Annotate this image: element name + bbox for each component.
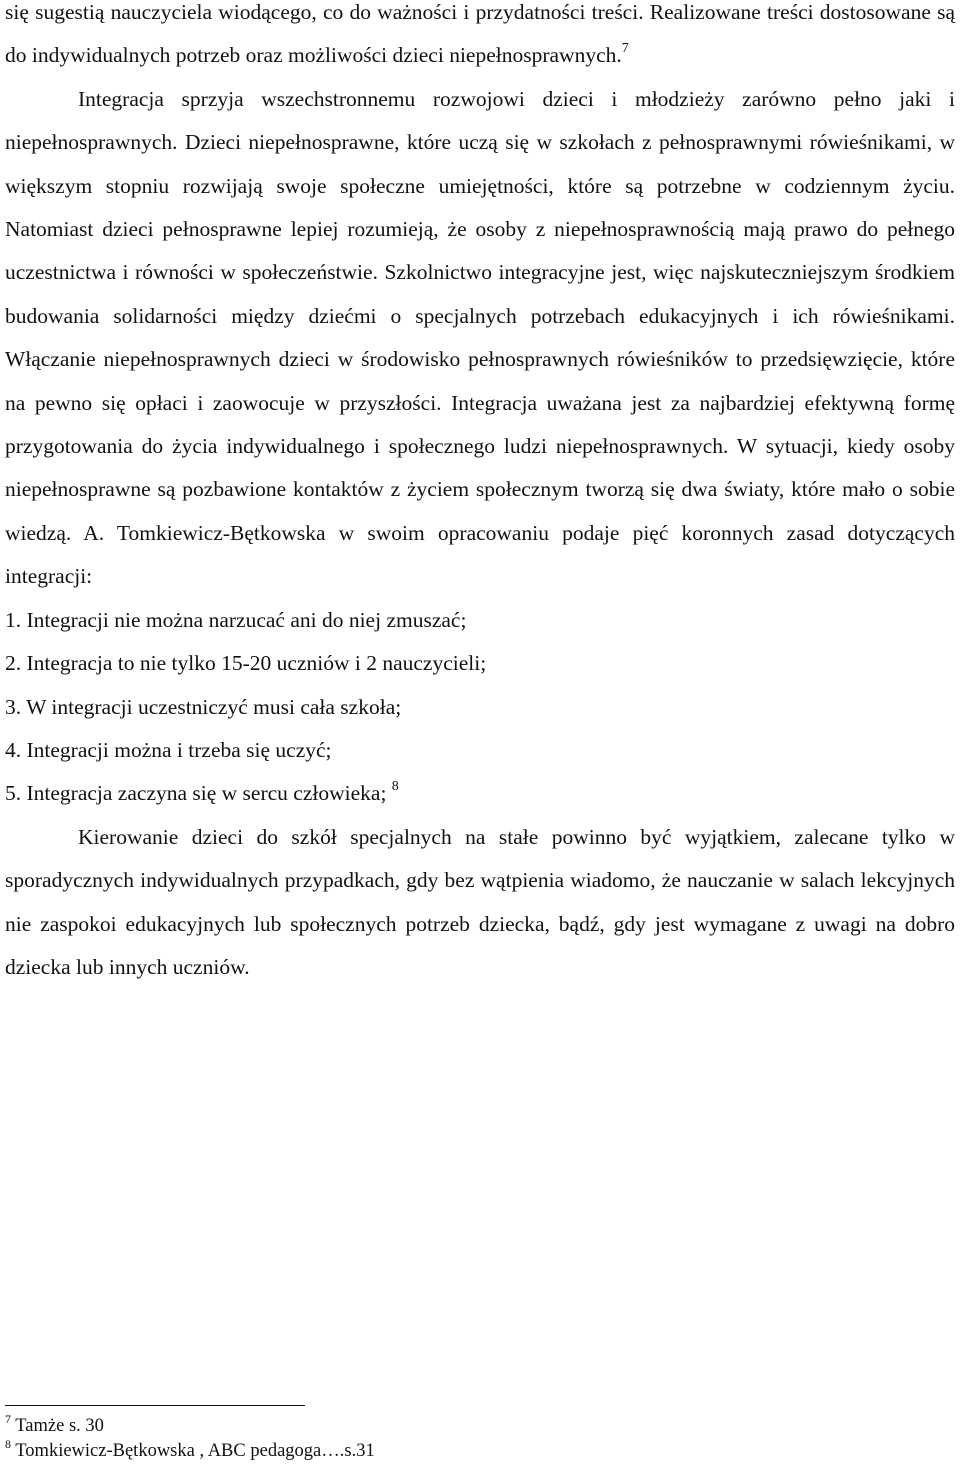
list-item: 1. Integracji nie można narzucać ani do niej zmuszać; — [5, 607, 467, 632]
list-item: 4. Integracji można i trzeba się uczyć; — [5, 737, 332, 762]
footnote-number: 8 — [5, 1436, 11, 1451]
list-item: 3. W integracji uczestniczyć musi cała szkoła; — [5, 694, 402, 719]
paragraph-2: Integracja sprzyja wszechstronnemu rozwojowi dzieci i młodzieży zarówno pełno jaki i niepełnosprawnych. Dzieci niepełnosprawne, które uczą się w szkołach z pełnosprawnymi rówieśnikami, w większym stopniu rozwijają swoje społeczne umiejętności, które są potrzebne w codziennym życiu. Natomiast dzieci pełnosprawne lepiej rozumieją, że osoby z niepełnosprawnością mają prawo do pełnego uczestnictwa i równości w społeczeństwie. Szkolnictwo integracyjne jest, więc najskuteczniejszym środkiem budowania solidarności między dziećmi o specjalnych potrzebach edukacyjnych i ich rówieśnikami. Włączanie niepełnosprawnych dzieci w środowisko pełnosprawnych rówieśników to przedsięwzięcie, które na pewno się opłaci i zaowocuje w przyszłości. Integracja uważana jest za najbardziej efektywną formę przygotowania do życia indywidualnego i społecznego ludzi niepełnosprawnych. W sytuacji, kiedy osoby niepełnosprawne są pozbawione kontaktów z życiem społecznym tworzą się dwa światy, które mało o sobie wiedzą. A. Tomkiewicz-Bętkowska w swoim opracowaniu podaje pięć koronnych zasad dotyczących integracji: — [5, 86, 955, 589]
paragraph-3: Kierowanie dzieci do szkół specjalnych na stałe powinno być wyjątkiem, zalecane tylko w sporadycznych indywidualnych przypadkach, gdy bez wątpienia wiadomo, że nauczanie w salach lekcyjnych nie zaspokoi edukacyjnych lub społecznych potrzeb dziecka, bądź, gdy jest wymagane z uwagi na dobro dziecka lub innych uczniów. — [5, 824, 955, 979]
list-item-text: 5. Integracja zaczyna się w sercu człowieka; — [5, 781, 387, 806]
footnote-8 — [5, 1436, 905, 1464]
list-item — [5, 772, 955, 815]
paragraph-1 — [5, 0, 955, 78]
footnotes — [5, 1411, 905, 1464]
list-item: 2. Integracja to nie tylko 15-20 uczniów i 2 nauczycieli; — [5, 651, 487, 676]
footnote-ref-8: 8 — [391, 779, 399, 795]
main-text — [5, 0, 955, 989]
footnote-number: 7 — [5, 1411, 11, 1426]
footnote-text: Tamże s. 30 — [15, 1416, 104, 1436]
footnote-7 — [5, 1411, 905, 1439]
paragraph-1-text: się sugestią nauczyciela wiodącego, co do ważności i przydatności treści. Realizowane treści dostosowane są do indywidualnych potrzeb oraz możliwości dzieci niepełnosprawnych. — [5, 0, 955, 68]
principles-list — [5, 599, 955, 816]
footnote-text: Tomkiewicz-Bętkowska , ABC pedagoga….s.31 — [15, 1441, 375, 1461]
footnote-ref-7: 7 — [621, 41, 629, 57]
footnote-separator — [5, 1405, 305, 1406]
